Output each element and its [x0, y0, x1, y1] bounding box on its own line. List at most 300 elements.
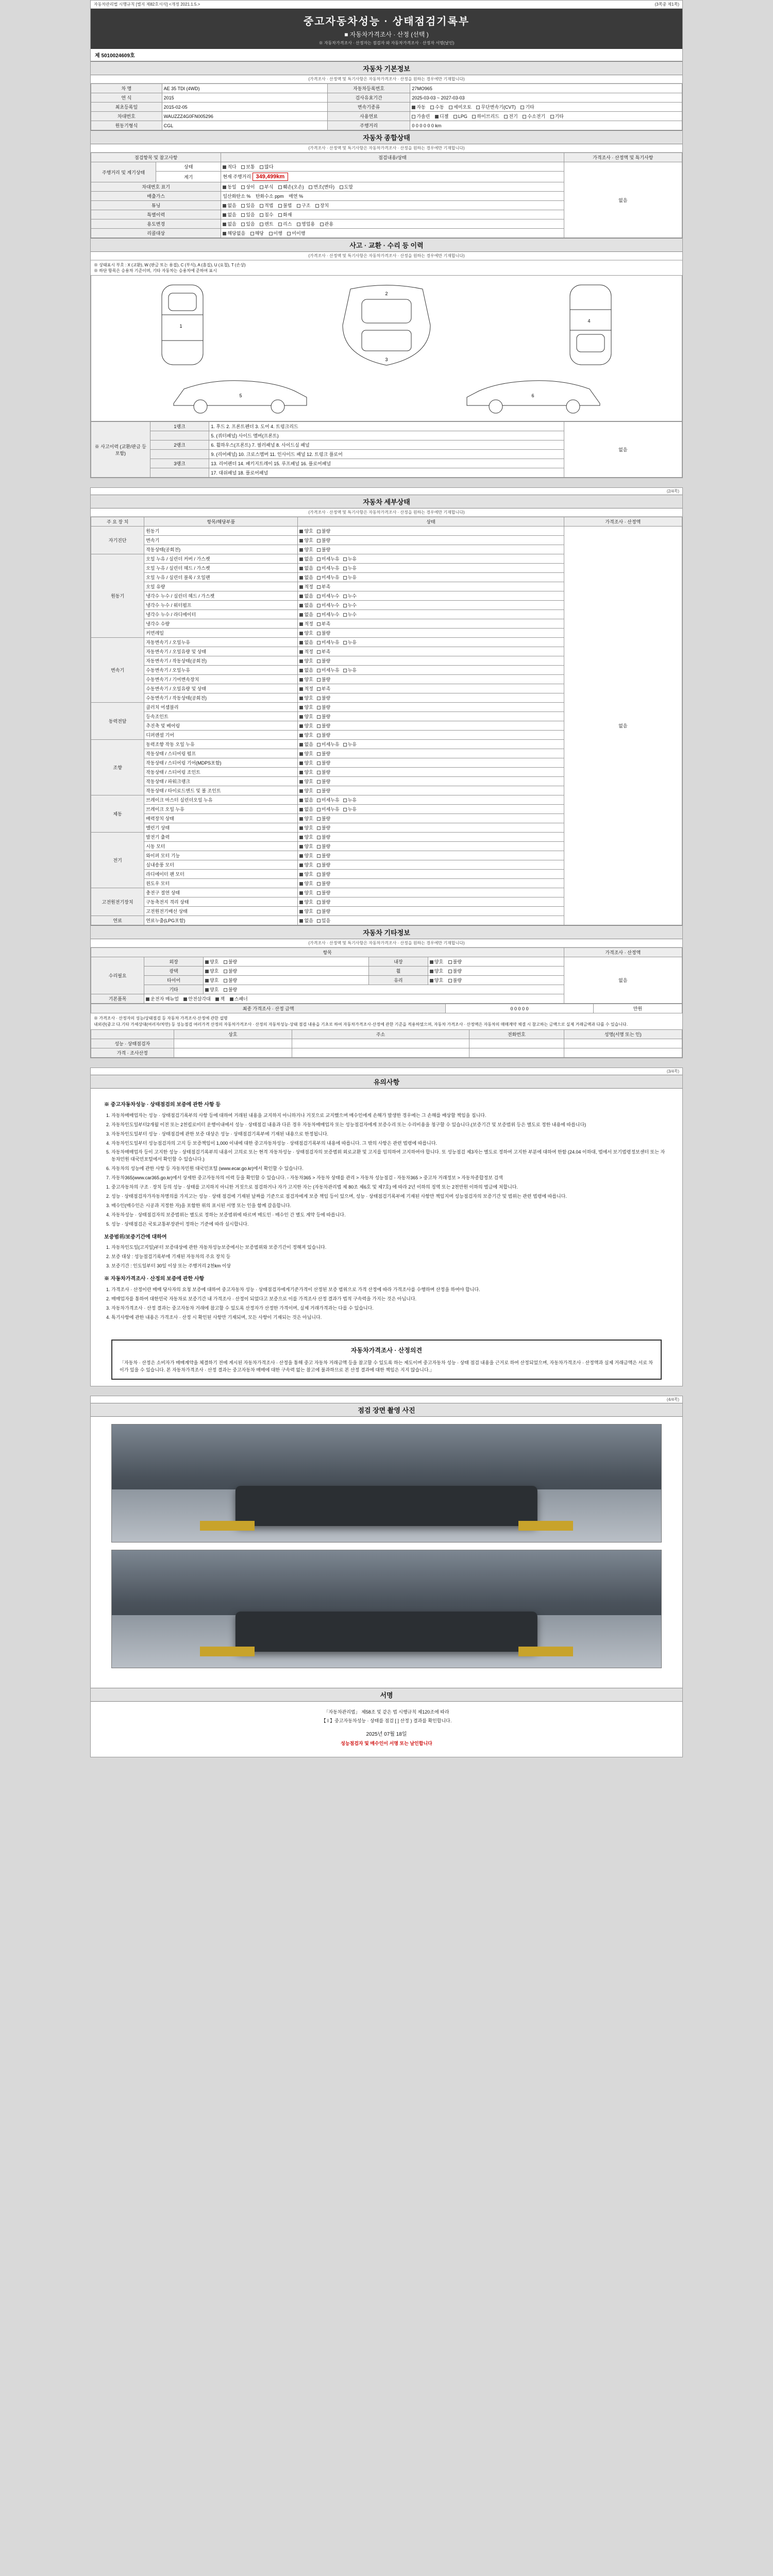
detail-option-0-1-0[interactable]: 양호: [299, 537, 313, 544]
detail-option-1-2-0[interactable]: 없음: [299, 574, 313, 581]
detail-option-4-1-0[interactable]: 양호: [299, 750, 313, 757]
detail-part-4-3: 작동상태 / 스티어링 조인트: [144, 768, 298, 777]
etc-2b-bad[interactable]: 불량: [448, 977, 462, 984]
detail-option-2-4-0[interactable]: 양호: [299, 676, 313, 683]
etc-2-bad[interactable]: 불량: [224, 977, 237, 984]
detail-option-4-3-1[interactable]: 불량: [317, 769, 330, 775]
detail-option-0-1-1[interactable]: 불량: [317, 537, 330, 544]
detail-part-0-2: 작동상태(공회전): [144, 545, 298, 554]
svg-text:6: 6: [531, 393, 534, 398]
accident-memo: 없음: [564, 422, 682, 478]
signature-line-2: 【 I 】중고자동차성능 · 상태를 점검 [ ] 산정 ) 결과를 확인합니다.: [321, 1718, 452, 1723]
detail-option-2-3-1[interactable]: 미세누유: [317, 667, 340, 673]
page-number-3: (3/4쪽): [666, 1069, 679, 1074]
section-title-accident: 사고 · 교환 · 수리 등 이력: [91, 238, 682, 252]
notice-body: [91, 1089, 682, 1333]
etc-value-1: [203, 967, 368, 976]
etc-part2-0: 내장: [369, 957, 428, 967]
detail-option-2-2-0[interactable]: 양호: [299, 657, 313, 664]
special-sub-flood[interactable]: 침수: [260, 211, 273, 218]
fuel-option-gasoline[interactable]: 가솔린: [412, 113, 430, 120]
document-header-note: ※ 자동차가격조사 · 산정자는 점검자 와 자동차가격조사 · 산정자 서명(날인): [318, 41, 455, 45]
fuel-option-electric[interactable]: 전기: [504, 113, 517, 120]
etc-group-label: 수리필요: [91, 957, 144, 994]
detail-option-7-0-0[interactable]: 양호: [299, 889, 313, 896]
transmission-option-manual[interactable]: 수동: [430, 104, 444, 110]
detail-option-7-1-1[interactable]: 불량: [317, 899, 330, 905]
vin-option-same[interactable]: 동일: [223, 183, 236, 190]
detail-state-3-0: [298, 703, 564, 712]
section-sub-accident: (가격조사 · 산정액 및 특기사항은 자동차가격조사 · 산정을 원하는 경우에만 기재합니다): [91, 252, 682, 260]
detail-option-2-0-2[interactable]: 누유: [343, 639, 357, 646]
detail-option-7-0-1[interactable]: 불량: [317, 889, 330, 896]
etc-value2-0: [428, 957, 564, 967]
detail-option-2-1-1[interactable]: 부족: [317, 648, 330, 655]
notice-list-4: [104, 1286, 669, 1321]
detail-state-5-0: [298, 795, 564, 805]
parts-grade-3: [150, 450, 209, 459]
fuel-option-hydrogen[interactable]: 수소전기: [523, 113, 545, 120]
signature-section: [91, 1688, 682, 1757]
value-emission: [221, 192, 564, 201]
table-row: [91, 422, 682, 431]
notice-item: 2. 보증 대상 : 성능점검기록부에 기재된 자동차의 주요 장치 등: [111, 1253, 669, 1261]
etc-1-bad[interactable]: 불량: [224, 968, 237, 974]
detail-option-4-2-0[interactable]: 양호: [299, 759, 313, 766]
transmission-option-semi[interactable]: 세미오토: [449, 104, 472, 110]
detail-group-7: 고전원전기장치: [91, 888, 144, 916]
label-engine-type: 원동기형식: [91, 121, 162, 130]
detail-option-5-1-0[interactable]: 없음: [299, 806, 313, 812]
value-tuning: [221, 201, 564, 210]
detail-option-6-4-1[interactable]: 불량: [317, 871, 330, 877]
appraisal-opinion-body: 「자동차 · 산정은 소비자가 매매계약을 체결하기 전에 게시된 자동차가격조사 · 산정을 통해 중고 자동차 거래금액 등을 참고할 수 있도록 하는 제도이며 중고자동차 성능 · 상태 점검 내용을 근거로 하여 산정되었으며, 자동차가격조사 · 산정액과 실제 거래금액은 서로 차이가 있을 수 있습니다. 본 자동차가격조사 · 산정 결과는 중고자동차 매매에 대한 구속력 없는 참고에 불과하므로 본 산정 결과에 대한 책임은 지지 않습니다.」: [120, 1360, 653, 1373]
detail-state-6-0: [298, 833, 564, 842]
detail-option-6-3-1[interactable]: 불량: [317, 861, 330, 868]
basic-item-triangle[interactable]: 안전삼각대: [183, 995, 210, 1002]
detail-option-1-0-2[interactable]: 누유: [343, 555, 357, 562]
parts-items-5: 17. 대쉬패널 18. 플로어패널: [209, 468, 564, 478]
tuning-sub-illegal[interactable]: 불법: [278, 202, 292, 209]
detail-group-3: 동력전달: [91, 703, 144, 740]
detail-part-2-2: 자동변속기 / 작동상태(공회전): [144, 656, 298, 666]
detail-part-3-2: 추진축 및 베어링: [144, 721, 298, 731]
detail-state-2-1: [298, 647, 564, 656]
emission-smoke: 매연 %: [289, 194, 304, 199]
detail-part-6-5: 윈도우 모터: [144, 879, 298, 888]
detail-option-4-4-1[interactable]: 불량: [317, 778, 330, 785]
detail-option-6-5-1[interactable]: 불량: [317, 880, 330, 887]
fuel-option-other[interactable]: 기타: [550, 113, 564, 120]
document-title: 중고자동차성능 · 상태점검기록부: [303, 16, 470, 27]
usage-sub-lease[interactable]: 리스: [278, 221, 292, 227]
notice-list-2: [104, 1184, 669, 1228]
etc-3-good[interactable]: 양호: [205, 986, 219, 993]
detail-option-8-0-1[interactable]: 있음: [317, 917, 330, 924]
detail-option-6-1-0[interactable]: 양호: [299, 843, 313, 850]
detail-option-1-8-0[interactable]: 양호: [299, 630, 313, 636]
transmission-option-other[interactable]: 기타: [520, 104, 534, 110]
detail-option-1-4-1[interactable]: 미세누수: [317, 592, 340, 599]
overall-col-0: 점검항목 및 참고사항: [91, 153, 221, 162]
detail-option-4-0-0[interactable]: 없음: [299, 741, 313, 748]
parts-grade-5: [150, 468, 209, 478]
tuning-option-yes[interactable]: 있음: [241, 202, 255, 209]
detail-option-2-0-1[interactable]: 미세누유: [317, 639, 340, 646]
detail-part-1-4: 냉각수 누수 / 실린더 헤드 / 가스켓: [144, 591, 298, 601]
detail-option-1-6-0[interactable]: 없음: [299, 611, 313, 618]
etc-0-bad[interactable]: 불량: [224, 958, 237, 965]
usage-sub-business[interactable]: 영업용: [297, 221, 315, 227]
detail-option-1-7-1[interactable]: 부족: [317, 620, 330, 627]
detail-state-2-3: [298, 666, 564, 675]
label-car-name: 차 명: [91, 84, 162, 93]
notice-item: 4. 특기사항에 관한 내용은 가격조사 · 산정 시 확인된 사항만 기재되며, 모든 사항이 기재되는 것은 아닙니다.: [111, 1314, 669, 1321]
detail-option-1-7-0[interactable]: 적정: [299, 620, 313, 627]
detail-option-1-4-0[interactable]: 없음: [299, 592, 313, 599]
table-row: [91, 957, 682, 967]
etc-part-1: 광택: [144, 967, 204, 976]
detail-part-4-5: 작동상태 / 타이로드엔드 및 볼 조인트: [144, 786, 298, 795]
detail-option-5-3-1[interactable]: 불량: [317, 824, 330, 831]
detail-state-4-3: [298, 768, 564, 777]
detail-option-5-2-1[interactable]: 불량: [317, 815, 330, 822]
tuning-kind-structure[interactable]: 구조: [297, 202, 310, 209]
detail-option-4-0-1[interactable]: 미세누유: [317, 741, 340, 748]
detail-option-1-3-1[interactable]: 부족: [317, 583, 330, 590]
etc-3-bad[interactable]: 불량: [224, 986, 237, 993]
detail-option-6-0-0[interactable]: 양호: [299, 834, 313, 840]
detail-option-3-2-0[interactable]: 양호: [299, 722, 313, 729]
etc-2-good[interactable]: 양호: [205, 977, 219, 984]
overall-status-table: [91, 152, 682, 238]
detail-option-3-3-0[interactable]: 양호: [299, 732, 313, 738]
detail-option-1-0-0[interactable]: 없음: [299, 555, 313, 562]
table-row: [91, 121, 682, 130]
basic-item-jack[interactable]: 잭: [215, 995, 225, 1002]
signer-col-2: 전화번호: [469, 1030, 564, 1039]
detail-col-1: 항목/해당부품: [144, 517, 298, 527]
label-mileage-current: 계기: [156, 172, 221, 182]
detail-option-2-6-0[interactable]: 양호: [299, 694, 313, 701]
detail-option-1-8-1[interactable]: 불량: [317, 630, 330, 636]
detail-option-0-2-0[interactable]: 양호: [299, 546, 313, 553]
detail-group-8: 연료: [91, 916, 144, 925]
detail-option-3-2-1[interactable]: 불량: [317, 722, 330, 729]
signature-body: [91, 1702, 682, 1757]
detail-option-1-5-2[interactable]: 누수: [343, 602, 357, 608]
etc-value-3: [203, 985, 564, 994]
detail-state-2-2: [298, 656, 564, 666]
detail-option-4-3-0[interactable]: 양호: [299, 769, 313, 775]
usage-sub-rent[interactable]: 렌트: [260, 221, 273, 227]
detail-option-1-1-1[interactable]: 미세누유: [317, 565, 340, 571]
detail-state-7-2: [298, 907, 564, 916]
value-fuel: [410, 112, 682, 121]
detail-group-6: 전기: [91, 833, 144, 888]
parts-items-0: 1. 후드 2. 프론트펜더 3. 도어 4. 트렁크리드: [209, 422, 564, 431]
detail-part-7-2: 고전원전기배선 상태: [144, 907, 298, 916]
signature-title: 서명: [91, 1688, 682, 1702]
signer-col-0: 상호: [174, 1030, 292, 1039]
detail-option-6-3-0[interactable]: 양호: [299, 861, 313, 868]
page-3: [90, 1067, 683, 1386]
document-subtitle: ■ 자동차가격조사 · 산정 (선택 ): [344, 31, 429, 38]
svg-text:2: 2: [385, 291, 388, 296]
detail-option-4-4-0[interactable]: 양호: [299, 778, 313, 785]
detail-option-2-5-1[interactable]: 부족: [317, 685, 330, 692]
detail-group-4: 조향: [91, 740, 144, 795]
detail-option-5-1-2[interactable]: 누유: [343, 806, 357, 812]
signer-col-blank: [91, 1030, 174, 1039]
recall-sub-notdone[interactable]: 미이행: [287, 230, 305, 236]
page-1: [90, 0, 683, 478]
detail-option-2-1-0[interactable]: 적정: [299, 648, 313, 655]
detail-option-6-0-1[interactable]: 불량: [317, 834, 330, 840]
vin-option-alter[interactable]: 변조(변타): [309, 183, 334, 190]
value-vin: WAUZZZ4G0FN005296: [162, 112, 327, 121]
table-row: [91, 1039, 682, 1048]
detail-state-3-1: [298, 712, 564, 721]
value-engine-type: CGL: [162, 121, 327, 130]
etc-0b-good[interactable]: 양호: [430, 958, 443, 965]
svg-text:1: 1: [179, 324, 182, 329]
etc-0b-bad[interactable]: 불량: [448, 958, 462, 965]
detail-part-5-1: 브레이크 오일 누유: [144, 805, 298, 814]
notice-sub-2: ※ 자동차가격조사 · 산정의 보증에 관한 사항: [104, 1276, 205, 1282]
page-1-header-note: [91, 1, 682, 9]
appraisal-opinion-box: [111, 1340, 662, 1380]
detail-option-5-1-1[interactable]: 미세누유: [317, 806, 340, 812]
detail-option-1-5-1[interactable]: 미세누수: [317, 602, 340, 608]
detail-option-2-5-0[interactable]: 적정: [299, 685, 313, 692]
detail-option-6-2-1[interactable]: 불량: [317, 852, 330, 859]
detail-option-8-0-0[interactable]: 없음: [299, 917, 313, 924]
recall-option-yes[interactable]: 해당: [250, 230, 264, 236]
detail-option-4-2-1[interactable]: 불량: [317, 759, 330, 766]
detail-option-0-2-1[interactable]: 불량: [317, 546, 330, 553]
recall-option-na[interactable]: 해당없음: [223, 230, 245, 236]
notice-item: 1. 가격조사 · 산정이란 매매 당사자의 요청 보증에 대하여 중고자동차 성능 · 상태점검자에게기준가격이 산정된 보증 범위으로 가격 산정에 따라 가격조사를 수행하며 산정을 하여야 합니다.: [111, 1286, 669, 1294]
notice-item: 2. 매매업자를 통하여 대한민국 자동차로 보증기간 내 가격조사 · 산정이 되었다고 보증으로 이를 가격조사 산정 결과가 법적 구속력을 가지는 것은 아닙니다.: [111, 1296, 669, 1303]
detail-state-1-8: [298, 629, 564, 638]
recall-sub-done[interactable]: 이행: [269, 230, 282, 236]
tuning-option-none[interactable]: 없음: [223, 202, 236, 209]
detail-state-0-0: [298, 527, 564, 536]
detail-option-0-0-0[interactable]: 양호: [299, 528, 313, 534]
detail-part-1-5: 냉각수 누수 / 워터펌프: [144, 601, 298, 610]
notice-item: 7. 자동차365(www.car365.go.kr)에서 상세한 중고자동차의 이력 등을 확인할 수 있습니다. - 자동차365 > 자동차 상태를 관리 > 자동차 성능점검 - 자동차365 > 중고차 거래정보 > 자동차종합정보 검색: [111, 1175, 669, 1182]
section-sub-basic: (가격조사 · 산정액 및 특기사항은 자동차가격조사 · 산정을 원하는 경우에만 기재합니다): [91, 75, 682, 83]
form-reference: 자동차관리법 시행규칙 [별지 제82호서식] <개정 2021.1.5.>: [94, 2, 200, 7]
detail-option-5-0-1[interactable]: 미세누유: [317, 796, 340, 803]
detail-option-1-4-2[interactable]: 누수: [343, 592, 357, 599]
usage-sub-official[interactable]: 관용: [320, 221, 333, 227]
detail-option-7-2-1[interactable]: 불량: [317, 908, 330, 914]
detail-option-3-0-1[interactable]: 불량: [317, 704, 330, 710]
detail-part-1-3: 오일 유량: [144, 582, 298, 591]
etc-1-good[interactable]: 양호: [205, 968, 219, 974]
vin-option-corrode[interactable]: 부식: [260, 183, 273, 190]
vin-option-diff[interactable]: 상이: [241, 183, 255, 190]
label-tuning: 튜닝: [91, 201, 221, 210]
basic-item-manual[interactable]: 운전자 매뉴얼: [146, 995, 179, 1002]
etc-1b-good[interactable]: 양호: [430, 968, 443, 974]
detail-state-1-1: [298, 564, 564, 573]
detail-option-4-5-1[interactable]: 불량: [317, 787, 330, 794]
special-option-yes[interactable]: 있음: [241, 211, 255, 218]
overall-memo: 없음: [564, 162, 682, 238]
detail-state-1-3: [298, 582, 564, 591]
car-right-side-icon: [456, 371, 610, 418]
notice-sub-3: 보증범위/보증기간에 대하여: [104, 1234, 167, 1240]
mileage-state-normal[interactable]: 보통: [241, 163, 255, 170]
table-row: [91, 93, 682, 103]
table-row: [91, 1004, 682, 1013]
etc-1b-bad[interactable]: 불량: [448, 968, 462, 974]
vin-option-erase[interactable]: 도말: [340, 183, 353, 190]
detail-state-1-5: [298, 601, 564, 610]
detail-option-2-4-1[interactable]: 불량: [317, 676, 330, 683]
final-price-title: 최종 가격조사 · 산정 금액: [91, 1004, 446, 1013]
fuel-option-lpg[interactable]: LPG: [453, 114, 467, 119]
usage-option-none[interactable]: 없음: [223, 221, 236, 227]
notice-list-3: [104, 1244, 669, 1270]
detail-part-1-6: 냉각수 누수 / 라디에이터: [144, 610, 298, 619]
notice-list-1: [104, 1112, 669, 1182]
usage-option-yes[interactable]: 있음: [241, 221, 255, 227]
detail-option-2-2-1[interactable]: 불량: [317, 657, 330, 664]
detail-state-3-2: [298, 721, 564, 731]
svg-text:3: 3: [385, 357, 388, 362]
label-fuel: 사용연료: [327, 112, 410, 121]
detail-option-1-5-0[interactable]: 없음: [299, 602, 313, 608]
label-state: 상태: [156, 162, 221, 172]
value-mileage: [410, 121, 682, 130]
detail-option-6-2-0[interactable]: 양호: [299, 852, 313, 859]
inspection-photo-2: [111, 1550, 662, 1668]
page-number-1: (3쪽중 제1쪽): [654, 2, 679, 7]
label-mileage: 주행거리: [327, 121, 410, 130]
etc-table: [91, 947, 682, 1004]
car-side-row: [94, 371, 679, 418]
mileage-state-many[interactable]: 많다: [260, 163, 273, 170]
detail-option-5-0-2[interactable]: 누유: [343, 796, 357, 803]
detail-part-1-7: 냉각수 수량: [144, 619, 298, 629]
detail-state-6-5: [298, 879, 564, 888]
detail-option-4-5-0[interactable]: 양호: [299, 787, 313, 794]
detail-option-3-1-1[interactable]: 불량: [317, 713, 330, 720]
signer-col-1: 주소: [292, 1030, 469, 1039]
detail-part-1-0: 오일 누유 / 실린더 커버 / 가스켓: [144, 554, 298, 564]
detail-option-2-6-1[interactable]: 불량: [317, 694, 330, 701]
page-number-4: (4/4쪽): [666, 1397, 679, 1402]
car-damage-map: [91, 275, 682, 421]
detail-state-6-3: [298, 860, 564, 870]
basic-item-spanner[interactable]: 스패너: [230, 995, 248, 1002]
transmission-option-cvt[interactable]: 무단변속기(CVT): [476, 104, 515, 110]
detail-state-2-5: [298, 684, 564, 693]
label-inspection-period: 검사유효기간: [327, 93, 410, 103]
detail-option-1-2-2[interactable]: 누유: [343, 574, 357, 581]
detail-part-5-0: 브레이크 마스터 실린더오일 누유: [144, 795, 298, 805]
detail-option-5-0-0[interactable]: 없음: [299, 796, 313, 803]
detail-state-0-1: [298, 536, 564, 545]
detail-state-4-0: [298, 740, 564, 749]
notice-sub-1: ※ 중고자동차성능 · 상태점검의 보증에 관한 사항 등: [104, 1102, 221, 1108]
vin-option-damage[interactable]: 훼손(오손): [278, 183, 304, 190]
detail-option-1-1-0[interactable]: 없음: [299, 565, 313, 571]
detail-option-7-2-0[interactable]: 양호: [299, 908, 313, 914]
fuel-option-diesel[interactable]: 디젤: [435, 113, 448, 120]
fuel-option-hybrid[interactable]: 하이브리드: [472, 113, 499, 120]
detail-option-6-1-1[interactable]: 불량: [317, 843, 330, 850]
detail-option-6-5-0[interactable]: 양호: [299, 880, 313, 887]
section-title-notice: 유의사항: [91, 1075, 682, 1089]
detail-option-1-2-1[interactable]: 미세누유: [317, 574, 340, 581]
detail-part-1-8: 커먼레일: [144, 629, 298, 638]
detail-option-3-1-0[interactable]: 양호: [299, 713, 313, 720]
detail-option-0-0-1[interactable]: 불량: [317, 528, 330, 534]
detail-option-1-0-1[interactable]: 미세누유: [317, 555, 340, 562]
detail-option-5-2-0[interactable]: 양호: [299, 815, 313, 822]
signature-note: 성능점검자 및 매수인이 서명 또는 날인합니다: [341, 1740, 432, 1746]
tuning-sub-legal[interactable]: 적법: [260, 202, 273, 209]
detail-option-2-3-2[interactable]: 누유: [343, 667, 357, 673]
section-title-detail: 자동차 세부상태: [91, 495, 682, 509]
detail-option-2-3-0[interactable]: 없음: [299, 667, 313, 673]
etc-2b-good[interactable]: 양호: [430, 977, 443, 984]
detail-option-1-3-0[interactable]: 적정: [299, 583, 313, 590]
detail-part-2-4: 수동변속기 / 기어변속장치: [144, 675, 298, 684]
etc-0-good[interactable]: 양호: [205, 958, 219, 965]
label-year: 연 식: [91, 93, 162, 103]
detail-part-3-0: 클러치 어셈블리: [144, 703, 298, 712]
detail-option-3-0-0[interactable]: 양호: [299, 704, 313, 710]
detail-col-3: 가격조사 · 산정액: [564, 517, 682, 527]
tuning-kind-device[interactable]: 장치: [315, 202, 329, 209]
signature-line-1: 「자동차관리법」 제58조 및 같은 법 시행규칙 제120조에 따라: [324, 1709, 449, 1715]
value-usage-change: [221, 219, 564, 229]
detail-option-1-6-1[interactable]: 미세누수: [317, 611, 340, 618]
detail-option-4-0-2[interactable]: 누유: [343, 741, 357, 748]
detail-option-7-1-0[interactable]: 양호: [299, 899, 313, 905]
accident-left-note: ※ 사고이력 (교환/판금 등 포함): [91, 422, 150, 478]
special-option-none[interactable]: 없음: [223, 211, 236, 218]
detail-option-4-1-1[interactable]: 불량: [317, 750, 330, 757]
document-number: 제 5010024609호: [91, 49, 682, 61]
table-row: [91, 1048, 682, 1058]
section-title-photos: 점검 장면 촬영 사진: [91, 1403, 682, 1417]
detail-option-2-0-0[interactable]: 없음: [299, 639, 313, 646]
parts-grade-1: [150, 431, 209, 440]
etc-part-2: 타이어: [144, 976, 204, 985]
mileage-state-few[interactable]: 적다: [223, 163, 236, 170]
value-car-name: AE 35 TDI (4WD): [162, 84, 327, 93]
detail-part-6-4: 라디에이터 팬 모터: [144, 870, 298, 879]
detail-part-6-0: 발전기 출력: [144, 833, 298, 842]
transmission-option-auto[interactable]: 자동: [412, 104, 425, 110]
special-sub-fire[interactable]: 화재: [278, 211, 292, 218]
detail-option-1-1-2[interactable]: 누유: [343, 565, 357, 571]
detail-state-3-3: [298, 731, 564, 740]
detail-state-7-0: [298, 888, 564, 897]
detail-option-5-3-0[interactable]: 양호: [299, 824, 313, 831]
value-recall: [221, 229, 564, 238]
detail-option-6-4-0[interactable]: 양호: [299, 871, 313, 877]
detail-option-3-3-1[interactable]: 불량: [317, 732, 330, 738]
detail-option-1-6-2[interactable]: 누수: [343, 611, 357, 618]
